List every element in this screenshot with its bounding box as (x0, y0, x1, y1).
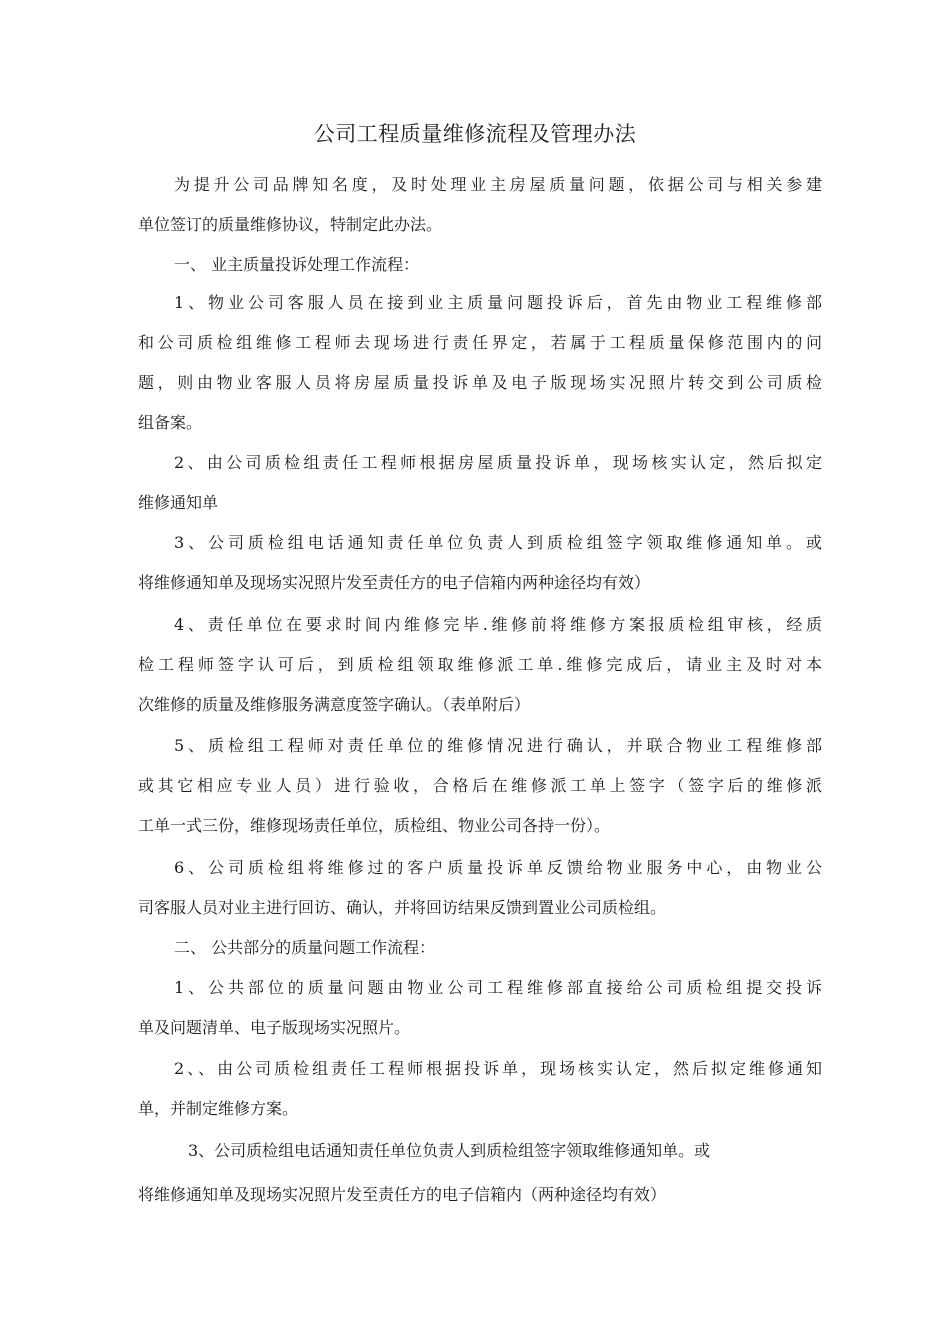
section-heading-2 (138, 928, 822, 968)
paragraph-line: 次维修的质量及维修服务满意度签字确认。（表单附后） (138, 695, 531, 714)
paragraph-item-1-6 (138, 848, 822, 928)
page-title: 公司工程质量维修流程及管理办法 (313, 122, 637, 146)
paragraph-line: 组备案。 (138, 413, 203, 432)
paragraph-intro (138, 165, 822, 245)
paragraph-item-2-2 (138, 1049, 822, 1129)
paragraph-line: 5、质检组工程师对责任单位的维修情况进行确认，并联合物业工程维修部 (174, 736, 822, 755)
paragraph-item-1-2 (138, 443, 822, 523)
paragraph-line: 2、由公司质检组责任工程师根据房屋质量投诉单，现场核实认定，然后拟定 (174, 453, 822, 472)
paragraph-line: 6、公司质检组将维修过的客户质量投诉单反馈给物业服务中心，由物业公 (174, 858, 822, 877)
paragraph-line: 2、、由公司质检组责任工程师根据投诉单，现场核实认定，然后拟定维修通知 (174, 1059, 822, 1078)
paragraph-item-2-1 (138, 968, 822, 1048)
paragraph-line: 3、公司质检组电话通知责任单位负责人到质检组签字领取维修通知单。或 (188, 1141, 711, 1160)
paragraph-item-2-3 (138, 1131, 822, 1215)
paragraph-line: 单及问题清单、电子版现场实况照片。 (138, 1018, 411, 1037)
paragraph-item-1-4 (138, 605, 822, 725)
paragraph-line: 二、 公共部分的质量问题工作流程： (174, 938, 436, 957)
paragraph-line: 将维修通知单及现场实况照片发至责任方的电子信箱内（两种途径均有效） (138, 1185, 667, 1204)
section-heading-1 (138, 245, 822, 285)
paragraph-line: 4、责任单位在要求时间内维修完毕.维修前将维修方案报质检组审核，经质 (174, 615, 822, 634)
paragraph-line: 1、物业公司客服人员在接到业主质量问题投诉后，首先由物业工程维修部 (174, 293, 822, 312)
paragraph-line: 检工程师签字认可后，到质检组领取维修派工单.维修完成后，请业主及时对本 (138, 655, 822, 674)
paragraph-line: 题，则由物业客服人员将房屋质量投诉单及电子版现场实况照片转交到公司质检 (138, 373, 822, 392)
paragraph-line: 和公司质检组维修工程师去现场进行责任界定，若属于工程质量保修范围内的问 (138, 333, 822, 352)
paragraph-line: 将维修通知单及现场实况照片发至责任方的电子信箱内两种途径均有效） (138, 573, 651, 592)
paragraph-line: 工单一式三份，维修现场责任单位，质检组、物业公司各持一份）。 (138, 816, 611, 835)
paragraph-line: 单，并制定维修方案。 (138, 1099, 299, 1118)
paragraph-line: 为提升公司品牌知名度，及时处理业主房屋质量问题，依据公司与相关参建 (174, 175, 822, 194)
paragraph-item-1-5 (138, 726, 822, 846)
paragraph-line: 一、 业主质量投诉处理工作流程： (174, 255, 420, 274)
paragraph-line: 单位签订的质量维修协议，特制定此办法。 (138, 215, 443, 234)
paragraph-item-1-3 (138, 523, 822, 603)
paragraph-line: 3、公司质检组电话通知责任单位负责人到质检组签字领取维修通知单。或 (174, 533, 822, 552)
paragraph-line: 维修通知单 (138, 493, 219, 512)
paragraph-line: 或其它相应专业人员）进行验收，合格后在维修派工单上签字（签字后的维修派 (138, 776, 822, 795)
paragraph-line: 1、公共部位的质量问题由物业公司工程维修部直接给公司质检组提交投诉 (174, 978, 822, 997)
paragraph-item-1-1 (138, 283, 822, 443)
paragraph-line: 司客服人员对业主进行回访、确认，并将回访结果反馈到置业公司质检组。 (138, 898, 667, 917)
